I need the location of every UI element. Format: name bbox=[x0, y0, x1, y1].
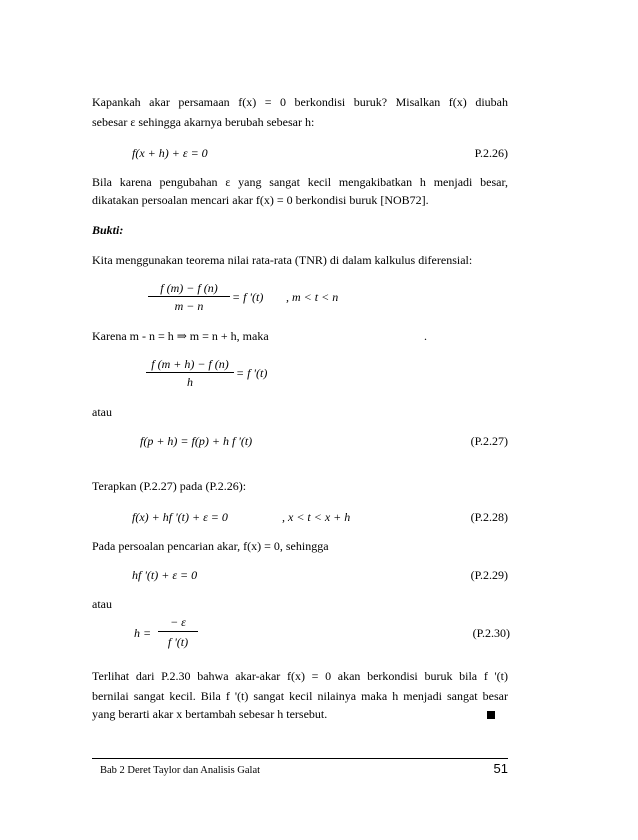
equation-p228-label: (P.2.28) bbox=[470, 510, 508, 524]
conclusion-line-1: Terlihat dari P.2.30 bahwa akar-akar f(x) = 0 akan berkondisi buruk bila f '(t) bbox=[92, 669, 508, 683]
intro-line-2: sebesar ε sehingga akarnya berubah sebesar h: bbox=[92, 115, 315, 129]
equation-p229: hf '(t) + ε = 0 bbox=[132, 568, 198, 582]
equation-p230-denominator: f '(t) bbox=[167, 635, 189, 649]
equation-p230-numerator: − ε bbox=[170, 615, 186, 629]
equation-p229-label: (P.2.29) bbox=[470, 568, 508, 582]
tnr-intro: Kita menggunakan teorema nilai rata-rata (TNR) di dalam kalkulus diferensial: bbox=[92, 253, 473, 267]
page-number: 51 bbox=[493, 761, 508, 776]
subst-fraction-bar bbox=[146, 372, 234, 373]
pencarian-line: Pada persoalan pencarian akar, f(x) = 0, sehingga bbox=[92, 539, 329, 553]
equation-p226: f(x + h) + ε = 0 bbox=[132, 146, 208, 160]
conclusion-line-3: yang berarti akar x bertambah sebesar h tersebut. bbox=[92, 707, 328, 721]
tnr-condition: , m < t < n bbox=[286, 290, 339, 304]
para2-line-1: Bila karena pengubahan ε yang sangat kecil mengakibatkan h menjadi besar, bbox=[92, 175, 508, 189]
equation-p228-condition: , x < t < x + h bbox=[282, 510, 351, 524]
conclusion-line-2: bernilai sangat kecil. Bila f '(t) sangat kecil nilainya maka h menjadi sangat besar bbox=[92, 689, 508, 703]
subst-rhs: = f '(t) bbox=[236, 366, 268, 380]
equation-p228: f(x) + hf '(t) + ε = 0 bbox=[132, 510, 228, 524]
equation-p230-lhs: h = bbox=[134, 626, 152, 640]
tnr-numerator: f (m) − f (n) bbox=[160, 281, 218, 295]
footer-chapter: Bab 2 Deret Taylor dan Analisis Galat bbox=[100, 765, 261, 776]
para2-line-2: dikatakan persoalan mencari akar f(x) = 0 berkondisi buruk [NOB72]. bbox=[92, 193, 429, 207]
atau-2: atau bbox=[92, 597, 112, 611]
equation-p230-label: (P.2.30) bbox=[472, 626, 510, 640]
karena-dot: . bbox=[424, 329, 427, 343]
qed-square-icon bbox=[487, 711, 495, 719]
subst-denominator: h bbox=[187, 375, 193, 389]
intro-line-1: Kapankah akar persamaan f(x) = 0 berkondisi buruk? Misalkan f(x) diubah bbox=[92, 95, 508, 109]
proof-heading: Bukti: bbox=[92, 223, 124, 237]
equation-p227: f(p + h) = f(p) + h f '(t) bbox=[140, 434, 253, 448]
karena-line bbox=[92, 326, 508, 346]
tnr-fraction-bar bbox=[148, 296, 230, 297]
footer-divider bbox=[92, 758, 508, 759]
tnr-denominator: m − n bbox=[174, 299, 204, 313]
equation-p226-label: P.2.26) bbox=[474, 146, 508, 160]
subst-numerator: f (m + h) − f (n) bbox=[151, 357, 229, 371]
equation-p230-fraction-bar bbox=[158, 631, 198, 632]
terapkan-line: Terapkan (P.2.27) pada (P.2.26): bbox=[92, 479, 247, 493]
karena-text: Karena m - n = h ⇒ m = n + h, maka bbox=[92, 329, 269, 343]
tnr-rhs: = f '(t) bbox=[232, 290, 264, 304]
atau-1: atau bbox=[92, 405, 112, 419]
equation-p227-label: (P.2.27) bbox=[470, 434, 508, 448]
